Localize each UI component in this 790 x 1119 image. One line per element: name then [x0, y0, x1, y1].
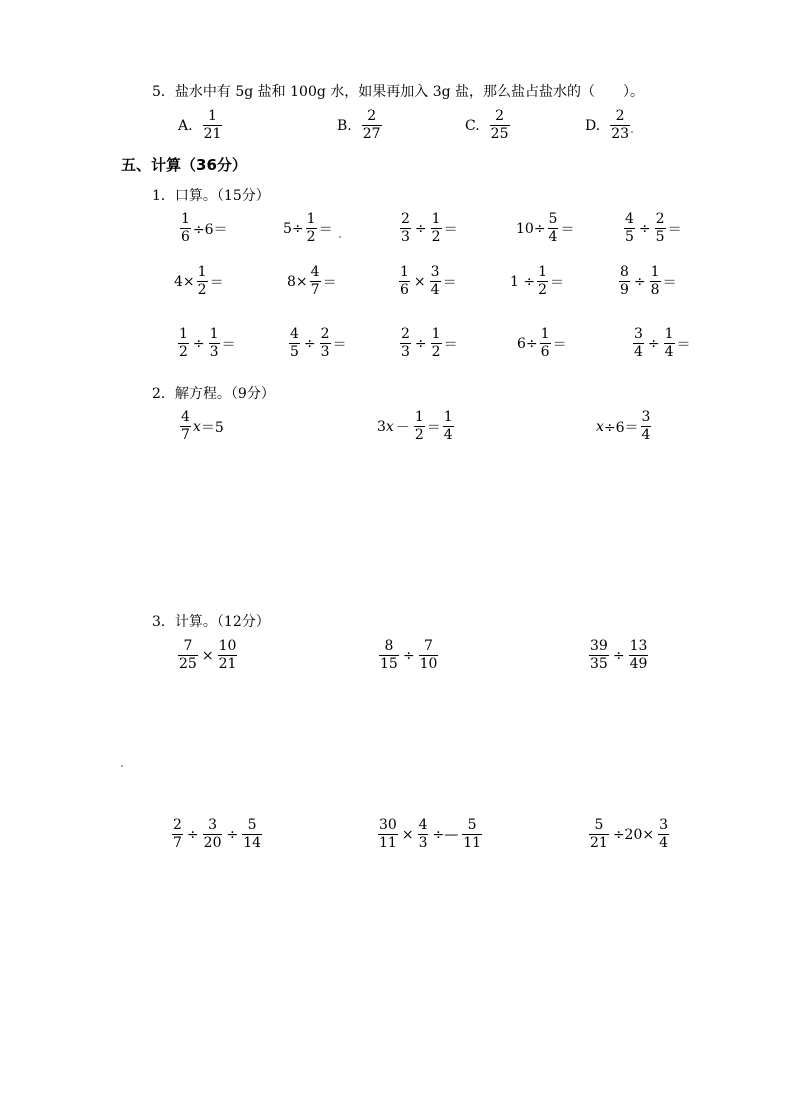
equation-item: x ÷6＝ $\frac{3}{4}$ — [596, 409, 651, 443]
oral-item: $\frac{8}{9}$ ÷ $\frac{1}{8}$ ＝ — [620, 264, 677, 298]
oral-item: 10÷ $\frac{5}{4}$ ＝ — [516, 211, 575, 245]
section-title: 五、计算（36分） — [121, 156, 247, 174]
oral-item: $\frac{2}{3}$ ÷ $\frac{1}{2}$ ＝ — [401, 326, 458, 360]
scan-speck — [121, 765, 123, 767]
option-label: A. — [178, 117, 193, 134]
oral-item: $\frac{2}{3}$ ÷ $\frac{1}{2}$ ＝ — [401, 211, 458, 245]
calc-item: $\frac{2}{7}$ ÷ $\frac{3}{20}$ ÷ $\frac{5}{14}$ — [173, 817, 262, 851]
oral-item: 8× $\frac{4}{7}$ ＝ — [287, 264, 337, 298]
oral-item: 6÷ $\frac{1}{6}$ ＝ — [517, 326, 567, 360]
scan-speck — [631, 131, 633, 133]
fraction: $\frac{2}{27}$ — [362, 108, 381, 142]
calc-item: $\frac{39}{35}$ ÷ $\frac{13}{49}$ — [590, 638, 648, 672]
oral-item: 5÷ $\frac{1}{2}$ ＝ — [283, 211, 333, 245]
option-d — [585, 109, 632, 142]
option-label: B. — [337, 117, 352, 134]
fraction: $\frac{2}{23}$ — [611, 108, 630, 142]
equations-title: 2．解方程。（9分） — [152, 386, 275, 402]
fraction: $\frac{1}{21}$ — [203, 108, 222, 142]
oral-item: $\frac{3}{4}$ ÷ $\frac{1}{4}$ ＝ — [634, 326, 691, 360]
calc-item: $\frac{30}{11}$ × $\frac{4}{3}$ ÷— $\frac{5}{11}$ — [379, 817, 482, 851]
question-5-text: 5．盐水中有 5g 盐和 100g 水，如果再加入 3g 盐，那么盐占盐水的（ ）。 — [152, 84, 645, 100]
calc-item: $\frac{5}{21}$ ÷20× $\frac{3}{4}$ — [590, 817, 669, 851]
equation-item: $\frac{4}{7}$ x ＝5 — [181, 409, 224, 443]
calc-item: $\frac{7}{25}$ × $\frac{10}{21}$ — [179, 638, 237, 672]
option-label: C. — [465, 117, 480, 134]
oral-item: $\frac{1}{6}$ ÷6＝ — [181, 211, 228, 245]
calc-item: $\frac{8}{15}$ ÷ $\frac{7}{10}$ — [380, 638, 438, 672]
oral-calc-title: 1．口算。（15分） — [152, 188, 270, 204]
oral-item: $\frac{4}{5}$ ÷ $\frac{2}{3}$ ＝ — [290, 326, 347, 360]
option-a — [178, 109, 224, 142]
option-b — [337, 109, 384, 142]
scan-speck — [339, 236, 341, 238]
oral-item: 1 ÷ $\frac{1}{2}$ ＝ — [510, 264, 565, 298]
calc-title: 3．计算。（12分） — [152, 614, 270, 630]
option-c — [465, 109, 512, 142]
oral-item: 4× $\frac{1}{2}$ ＝ — [174, 264, 224, 298]
fraction: $\frac{2}{25}$ — [490, 108, 509, 142]
oral-item: $\frac{1}{6}$ × $\frac{3}{4}$ ＝ — [400, 264, 457, 298]
oral-item: $\frac{4}{5}$ ÷ $\frac{2}{5}$ ＝ — [625, 211, 682, 245]
equation-item: 3 x － $\frac{1}{2}$ ＝ $\frac{1}{4}$ — [377, 409, 453, 443]
oral-item: $\frac{1}{2}$ ÷ $\frac{1}{3}$ ＝ — [179, 326, 236, 360]
option-label: D. — [585, 117, 601, 134]
